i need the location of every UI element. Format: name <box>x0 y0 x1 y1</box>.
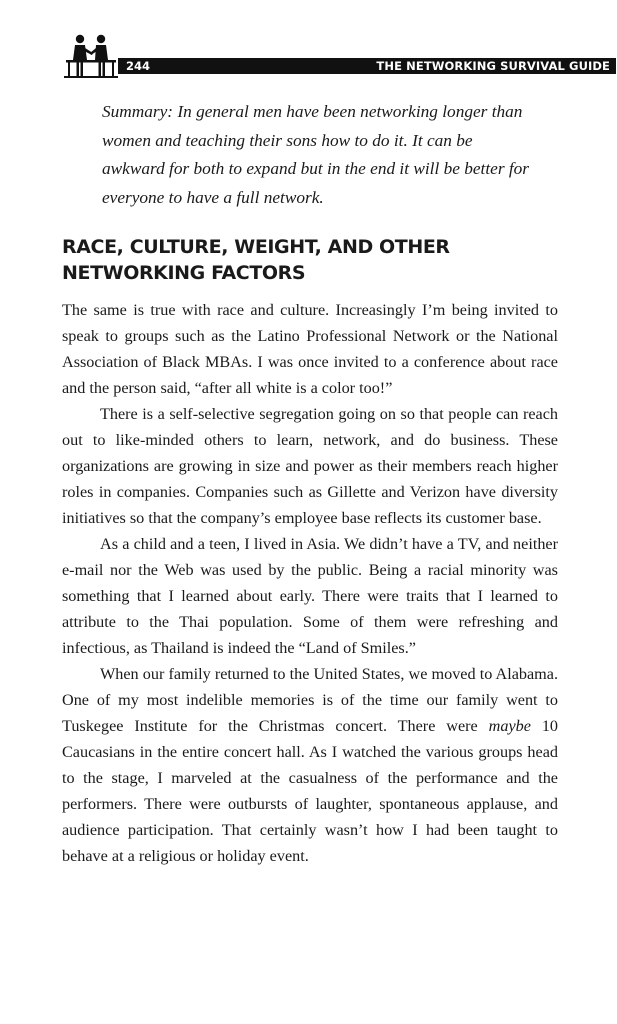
section-heading-line2: NETWORKING FACTORS <box>62 262 306 284</box>
section-heading <box>62 234 542 286</box>
running-title: THE NETWORKING SURVIVAL GUIDE <box>376 59 610 73</box>
two-people-handshake-icon <box>64 30 118 78</box>
paragraph-4 <box>62 661 558 869</box>
body-text <box>62 297 558 869</box>
page-number: 244 <box>126 59 151 73</box>
header-bar <box>118 58 616 74</box>
section-heading-line1: RACE, CULTURE, WEIGHT, AND OTHER <box>62 236 450 258</box>
summary-text: Summary: In general men have been networking longer than women and teaching their sons how to do it. It can be awkward for both to expand but in the end it will be better for everyone to have a full network. <box>102 102 530 207</box>
paragraph-4-text-start: When our family returned to the United States, we moved to Alabama. One of my most indelible memories is of the time our family went to Tuskegee Institute for the Christmas concert. There were <box>62 665 558 735</box>
paragraph-2: There is a self-selective segregation going on so that people can reach out to like-minded others to learn, network, and do business. These organizations are growing in size and power as their members reach higher roles in companies. Companies such as Gillette and Verizon have diversity initiatives so that the company’s employee base reflects its customer base. <box>62 405 558 527</box>
paragraph-4-text-end: 10 Caucasians in the entire concert hall. As I watched the various groups head to the stage, I marveled at the casualness of the performance and the performers. There were outbursts of laughter, spontaneous applause, and audience participation. That certainly wasn’t how I had been taught to behave at a religious or holiday event. <box>62 717 559 865</box>
paragraph-4-emphasis: maybe <box>488 717 531 735</box>
page-header <box>58 28 610 80</box>
paragraph-3: As a child and a teen, I lived in Asia. We didn’t have a TV, and neither e-mail nor the Web was used by the public. Being a racial minority was something that I learned about early. There were traits that I learned to attribute to the Thai population. Some of them were refreshing and infectious, as Thailand is indeed the “Land of Smiles.” <box>62 535 558 657</box>
paragraph-1: The same is true with race and culture. Increasingly I’m being invited to speak to groups such as the Latino Professional Network or the National Association of Black MBAs. I was once invited to a conference about race and the person said, “after all white is a color too!” <box>62 301 558 397</box>
